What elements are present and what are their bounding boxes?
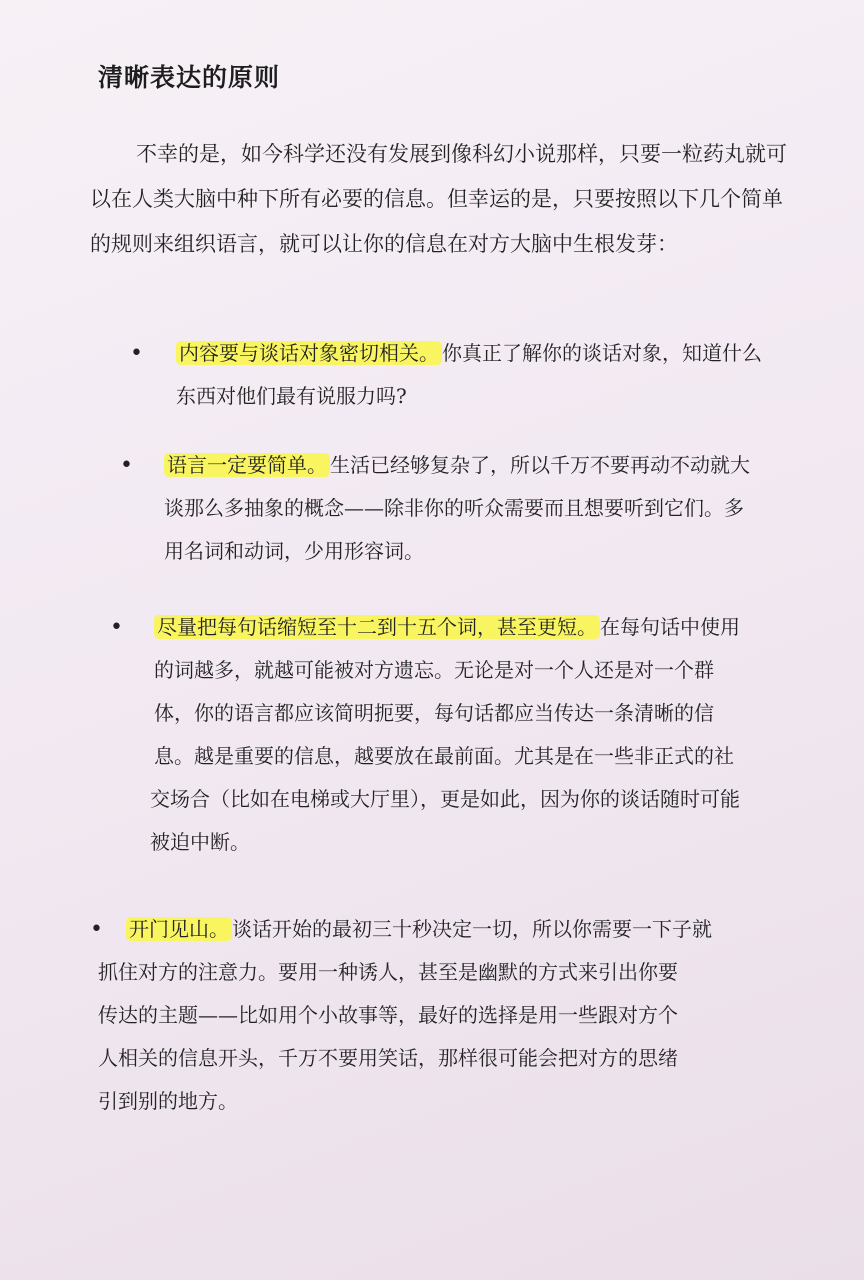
principle-line: 用名词和动词，少用形容词。: [164, 539, 424, 563]
principle-line: 东西对他们最有说服力吗?: [176, 384, 407, 408]
intro-paragraph: [90, 132, 860, 267]
principle-text: [98, 908, 864, 1123]
principle-line: 抓住对方的注意力。要用一种诱人，甚至是幽默的方式来引出你要: [98, 960, 678, 984]
highlighted-heading: 语言一定要简单。: [164, 453, 330, 477]
principle-line-rest: 生活已经够复杂了，所以千万不要再动不动就大: [330, 453, 750, 477]
principle-line: 人相关的信息开头，千万不要用笑话，那样很可能会把对方的思绪: [98, 1046, 678, 1070]
intro-line: 不幸的是，如今科学还没有发展到像科幻小说那样，只要一粒药丸就可: [136, 142, 787, 166]
bullet-marker: •: [120, 453, 133, 478]
principle-item: [90, 908, 864, 1123]
principle-text: [150, 606, 864, 864]
principle-line: 被迫中断。: [150, 830, 250, 854]
principle-line: 交场合（比如在电梯或大厅里），更是如此，因为你的谈话随时可能: [150, 787, 740, 811]
principle-line: 体，你的语言都应该简明扼要，每句话都应当传达一条清晰的信: [154, 701, 714, 725]
principle-line: [164, 444, 864, 487]
principle-item: [130, 332, 864, 418]
section-title: 清晰表达的原则: [98, 63, 281, 92]
principle-line-rest: 你真正了解你的谈话对象，知道什么: [442, 341, 762, 365]
highlighted-heading: 尽量把每句话缩短至十二到十五个词，甚至更短。: [154, 615, 600, 639]
principle-line: [176, 332, 864, 375]
highlighted-heading: 内容要与谈话对象密切相关。: [176, 341, 442, 365]
highlighted-heading: 开门见山。: [126, 917, 232, 941]
principle-line: [154, 606, 864, 649]
principle-text: [164, 444, 864, 573]
bullet-marker: •: [130, 341, 143, 366]
bullet-marker: •: [90, 917, 103, 942]
principle-line: 引到别的地方。: [98, 1089, 238, 1113]
principle-line: 的词越多，就越可能被对方遗忘。无论是对一个人还是对一个群: [154, 658, 714, 682]
principle-item: [120, 444, 864, 573]
principle-line: 息。越是重要的信息，越要放在最前面。尤其是在一些非正式的社: [154, 744, 734, 768]
principle-line-rest: 在每句话中使用: [600, 615, 740, 639]
bullet-marker: •: [110, 615, 123, 640]
principle-line: 传达的主题——比如用个小故事等，最好的选择是用一些跟对方个: [98, 1003, 678, 1027]
intro-line: 的规则来组织语言，就可以让你的信息在对方大脑中生根发芽：: [90, 232, 678, 256]
principle-text: [176, 332, 864, 418]
principle-line: 谈那么多抽象的概念——除非你的听众需要而且想要听到它们。多: [164, 496, 744, 520]
principle-line: [126, 908, 864, 951]
intro-line: 以在人类大脑中种下所有必要的信息。但幸运的是，只要按照以下几个简单: [90, 187, 783, 211]
principle-item: [110, 606, 864, 864]
principle-line-rest: 谈话开始的最初三十秒决定一切，所以你需要一下子就: [232, 917, 712, 941]
